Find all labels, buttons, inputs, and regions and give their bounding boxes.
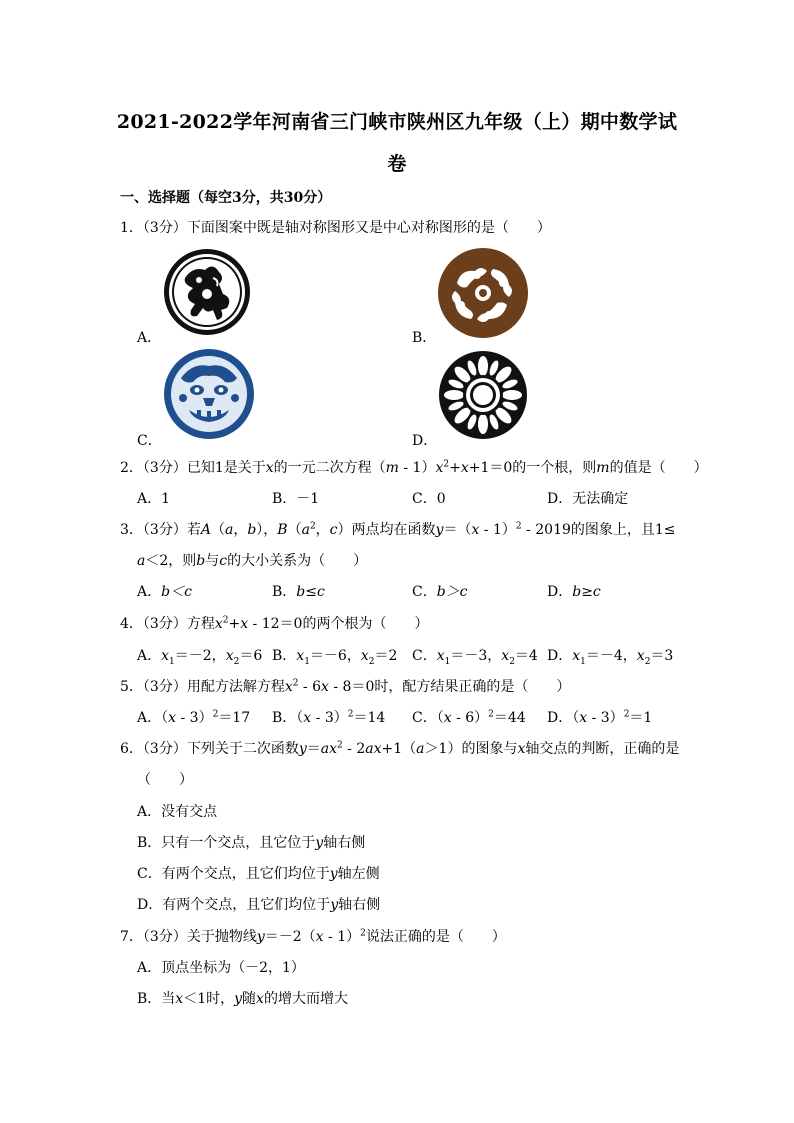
q6-stem-line2: （ ） — [137, 772, 193, 788]
q1-option-a-label: A． — [137, 330, 162, 346]
q6-stem-line1: 6．（3分）下列关于二次函数$y=ax^2 - 2ax+1(a>1)$的图象与x轴交点的判断，正确的是 — [120, 740, 680, 757]
q5-stem: 5．（3分）用配方法解方程$x^2 - 6x - 8=0$时，配方结果正确的是（ ） — [120, 678, 571, 695]
figure-b-cloud-emblem — [437, 247, 529, 339]
q2-option-b: B．－1 — [272, 491, 320, 507]
q4-option-d: D．$x_1=-4$，$x_2=3$ — [547, 648, 674, 667]
q7-option-a: A．顶点坐标为（－2，1） — [137, 960, 305, 976]
q3-option-c: C．b＞c — [412, 584, 468, 600]
q4-option-c: C．$x_1=-3$，$x_2=4$ — [412, 648, 538, 667]
q5-option-b: B．（x - 3）$^2$＝14 — [272, 709, 386, 726]
q2-option-d: D．无法确定 — [547, 491, 629, 507]
q2-option-a: A．1 — [137, 491, 171, 507]
q5-option-d: D．（x - 3）$^2$＝1 — [547, 709, 653, 726]
figure-a-beast-emblem — [163, 248, 251, 336]
q5-option-a: A．（x - 3）$^2$＝17 — [137, 709, 251, 726]
q5-option-c: C．（x - 6）$^2$＝44 — [412, 709, 526, 726]
exam-title-line1: 2021-2022学年河南省三门峡市陕州区九年级（上）期中数学试 — [116, 111, 678, 133]
q4-stem: 4．（3分）方程$x^2+x - 12=0$的两个根为（ ） — [120, 615, 429, 632]
q1-option-d-label: D． — [412, 433, 438, 449]
q3-stem-line1: 3．（3分）若A（a，b），$B(a^2$，c）两点均在函数y＝（x - 1）$^2$ - 2019的图象上，且1≤ — [120, 521, 676, 538]
q3-option-a: A．b＜c — [137, 584, 192, 600]
q2-option-c: C．0 — [412, 491, 446, 507]
q3-stem-line2: a＜2，则b与c的大小关系为（ ） — [137, 553, 368, 569]
q4-option-b: B．$x_1=-6$，$x_2=2$ — [272, 648, 398, 667]
q4-option-a: A．$x_1=-2$，$x_2=6$ — [137, 648, 263, 667]
q1-stem: 1．（3分）下面图案中既是轴对称图形又是中心对称图形的是（ ） — [120, 220, 551, 236]
q3-option-b: B．b≤c — [272, 584, 325, 600]
exam-title-line2: 卷 — [387, 153, 407, 175]
figure-d-flower-emblem — [438, 350, 528, 440]
q7-stem: 7．（3分）关于抛物线y＝－2（x - 1）$^2$说法正确的是（ ） — [120, 928, 506, 945]
q6-option-b: B．只有一个交点，且它位于y轴右侧 — [137, 835, 366, 851]
q6-option-a: A．没有交点 — [137, 804, 218, 820]
q1-option-b-label: B． — [412, 330, 437, 346]
figure-c-mask-emblem — [163, 348, 255, 440]
q1-option-c-label: C． — [137, 433, 162, 449]
q6-option-d: D．有两个交点，且它们均位于y轴右侧 — [137, 897, 381, 913]
section-heading: 一、选择题（每空3分，共30分） — [120, 190, 332, 206]
q3-option-d: D．b≥c — [547, 584, 601, 600]
q6-option-c: C．有两个交点，且它们均位于y轴左侧 — [137, 866, 380, 882]
q7-option-b: B．当x＜1时，y随x的增大而增大 — [137, 991, 348, 1007]
q2-stem: 2．（3分）已知1是关于x的一元二次方程$(m - 1)x^2+x+1=0$的一个根，则m的值是（ ） — [120, 459, 708, 476]
